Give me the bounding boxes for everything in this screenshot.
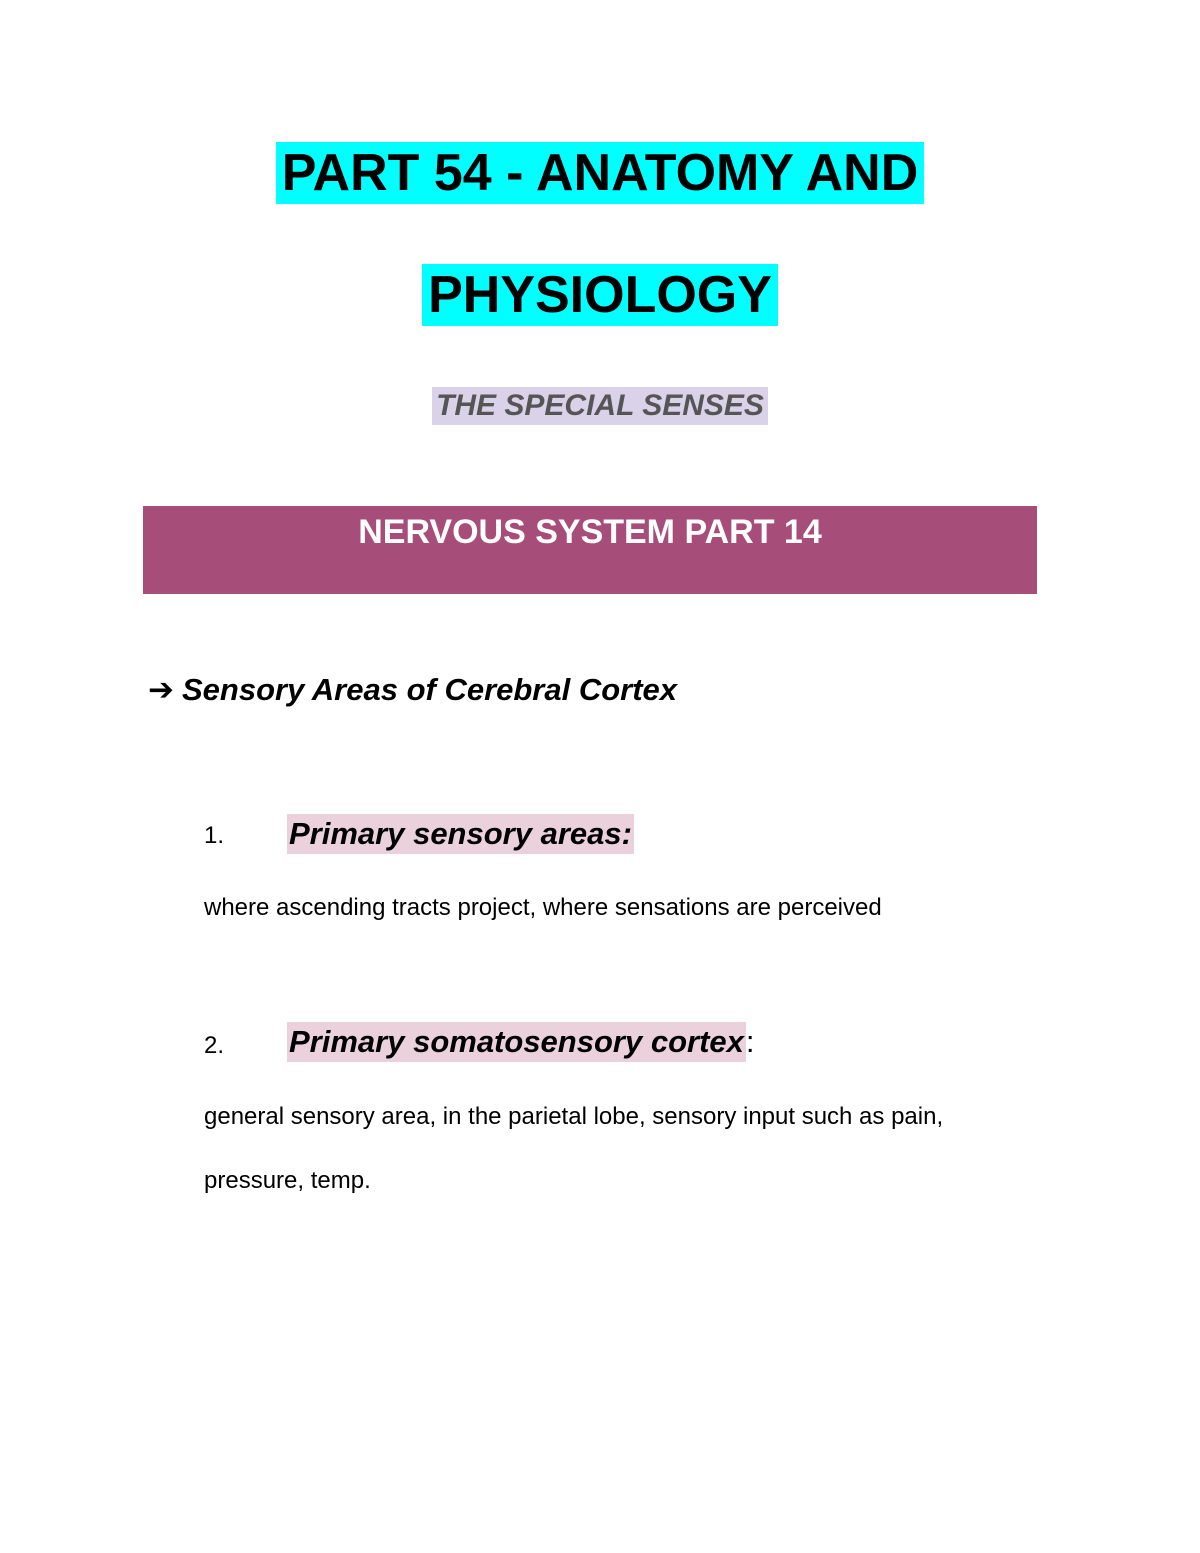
arrow-right-icon: ➔ xyxy=(148,672,174,707)
list-item-2-heading-text: Primary somatosensory cortex xyxy=(287,1022,746,1062)
title-line-2-wrap xyxy=(0,264,1200,326)
list-item-2-description-line-2: pressure, temp. xyxy=(204,1167,371,1194)
banner-title: NERVOUS SYSTEM PART 14 xyxy=(358,513,822,551)
subtitle-wrap xyxy=(0,387,1200,425)
section-heading xyxy=(148,670,677,710)
list-item-2-number: 2. xyxy=(204,1032,225,1059)
title-line-1-wrap xyxy=(0,142,1200,204)
list-item-2-heading-suffix: : xyxy=(745,1024,755,1059)
list-item-1-heading-text: Primary sensory areas: xyxy=(287,814,634,854)
document-title-line-2: PHYSIOLOGY xyxy=(422,264,778,326)
document-subtitle: THE SPECIAL SENSES xyxy=(432,387,768,425)
section-banner xyxy=(143,506,1037,594)
list-item-1-heading xyxy=(287,814,634,854)
list-item-1-number: 1. xyxy=(204,822,225,849)
section-heading-text: Sensory Areas of Cerebral Cortex xyxy=(181,672,678,707)
list-item-2-heading xyxy=(287,1022,755,1062)
list-item-1-description: where ascending tracts project, where sensations are perceived xyxy=(204,894,882,921)
list-item-2-description-line-1: general sensory area, in the parietal lobe, sensory input such as pain, xyxy=(204,1103,944,1130)
document-title-line-1: PART 54 - ANATOMY AND xyxy=(276,142,925,204)
